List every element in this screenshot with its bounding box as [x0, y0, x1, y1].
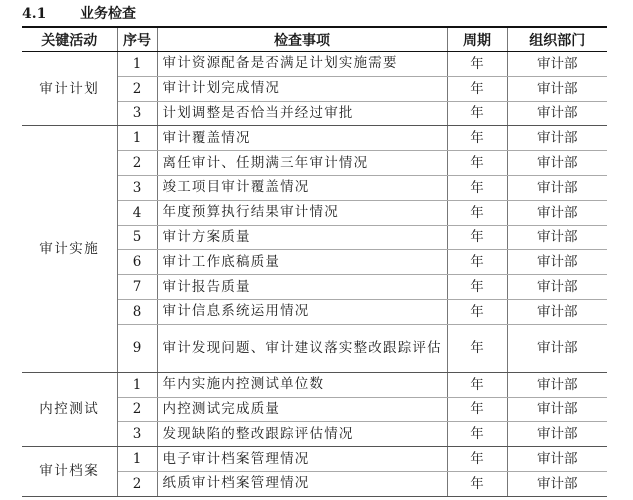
- number-cell: 2: [117, 471, 157, 496]
- number-cell: 1: [117, 447, 157, 472]
- number-cell: 1: [117, 372, 157, 397]
- number-cell: 2: [117, 151, 157, 176]
- number-cell: 5: [117, 225, 157, 250]
- department-cell: 审计部: [507, 372, 607, 397]
- department-cell: 审计部: [507, 52, 607, 77]
- header-row: [22, 27, 607, 52]
- period-cell: 年: [447, 151, 507, 176]
- header-number: 序号: [117, 27, 157, 52]
- department-cell: 审计部: [507, 250, 607, 275]
- activity-cell: 审计档案: [22, 447, 117, 497]
- table-row: [22, 447, 607, 472]
- number-cell: 4: [117, 200, 157, 225]
- department-cell: 审计部: [507, 151, 607, 176]
- number-cell: 7: [117, 275, 157, 300]
- number-cell: 9: [117, 324, 157, 372]
- period-cell: 年: [447, 175, 507, 200]
- item-cell: 审计报告质量: [157, 275, 447, 300]
- period-cell: 年: [447, 250, 507, 275]
- inspection-table: [22, 26, 607, 497]
- period-cell: 年: [447, 324, 507, 372]
- number-cell: 3: [117, 175, 157, 200]
- department-cell: 审计部: [507, 471, 607, 496]
- department-cell: 审计部: [507, 76, 607, 101]
- department-cell: 审计部: [507, 200, 607, 225]
- table-row: [22, 126, 607, 151]
- number-cell: 3: [117, 422, 157, 447]
- number-cell: 1: [117, 52, 157, 77]
- item-cell: 离任审计、任期满三年审计情况: [157, 151, 447, 176]
- period-cell: 年: [447, 471, 507, 496]
- period-cell: 年: [447, 275, 507, 300]
- item-cell: 年度预算执行结果审计情况: [157, 200, 447, 225]
- department-cell: 审计部: [507, 101, 607, 126]
- period-cell: 年: [447, 225, 507, 250]
- number-cell: 1: [117, 126, 157, 151]
- department-cell: 审计部: [507, 422, 607, 447]
- period-cell: 年: [447, 126, 507, 151]
- department-cell: 审计部: [507, 175, 607, 200]
- item-cell: 审计信息系统运用情况: [157, 299, 447, 324]
- period-cell: 年: [447, 372, 507, 397]
- department-cell: 审计部: [507, 324, 607, 372]
- department-cell: 审计部: [507, 275, 607, 300]
- section-heading: [22, 3, 136, 25]
- period-cell: 年: [447, 101, 507, 126]
- section-number: 4.1: [22, 6, 47, 22]
- header-department: 组织部门: [507, 27, 607, 52]
- activity-cell: 内控测试: [22, 372, 117, 446]
- period-cell: 年: [447, 299, 507, 324]
- item-cell: 竣工项目审计覆盖情况: [157, 175, 447, 200]
- item-cell: 审计资源配备是否满足计划实施需要: [157, 52, 447, 77]
- department-cell: 审计部: [507, 397, 607, 422]
- period-cell: 年: [447, 397, 507, 422]
- item-cell: 审计方案质量: [157, 225, 447, 250]
- item-cell: 审计发现问题、审计建议落实整改跟踪评估: [157, 324, 447, 372]
- department-cell: 审计部: [507, 126, 607, 151]
- number-cell: 2: [117, 397, 157, 422]
- item-cell: 内控测试完成质量: [157, 397, 447, 422]
- header-period: 周期: [447, 27, 507, 52]
- item-cell: 计划调整是否恰当并经过审批: [157, 101, 447, 126]
- table-body: [22, 52, 607, 497]
- period-cell: 年: [447, 76, 507, 101]
- department-cell: 审计部: [507, 299, 607, 324]
- item-cell: 审计工作底稿质量: [157, 250, 447, 275]
- number-cell: 3: [117, 101, 157, 126]
- item-cell: 年内实施内控测试单位数: [157, 372, 447, 397]
- department-cell: 审计部: [507, 225, 607, 250]
- period-cell: 年: [447, 52, 507, 77]
- item-cell: 审计覆盖情况: [157, 126, 447, 151]
- item-cell: 审计计划完成情况: [157, 76, 447, 101]
- header-activity: 关键活动: [22, 27, 117, 52]
- number-cell: 6: [117, 250, 157, 275]
- number-cell: 8: [117, 299, 157, 324]
- table-row: [22, 372, 607, 397]
- period-cell: 年: [447, 422, 507, 447]
- activity-cell: 审计实施: [22, 126, 117, 372]
- period-cell: 年: [447, 200, 507, 225]
- header-item: 检查事项: [157, 27, 447, 52]
- section-title: 业务检查: [80, 6, 136, 22]
- number-cell: 2: [117, 76, 157, 101]
- table-row: [22, 52, 607, 77]
- item-cell: 发现缺陷的整改跟踪评估情况: [157, 422, 447, 447]
- period-cell: 年: [447, 447, 507, 472]
- department-cell: 审计部: [507, 447, 607, 472]
- item-cell: 电子审计档案管理情况: [157, 447, 447, 472]
- item-cell: 纸质审计档案管理情况: [157, 471, 447, 496]
- activity-cell: 审计计划: [22, 52, 117, 126]
